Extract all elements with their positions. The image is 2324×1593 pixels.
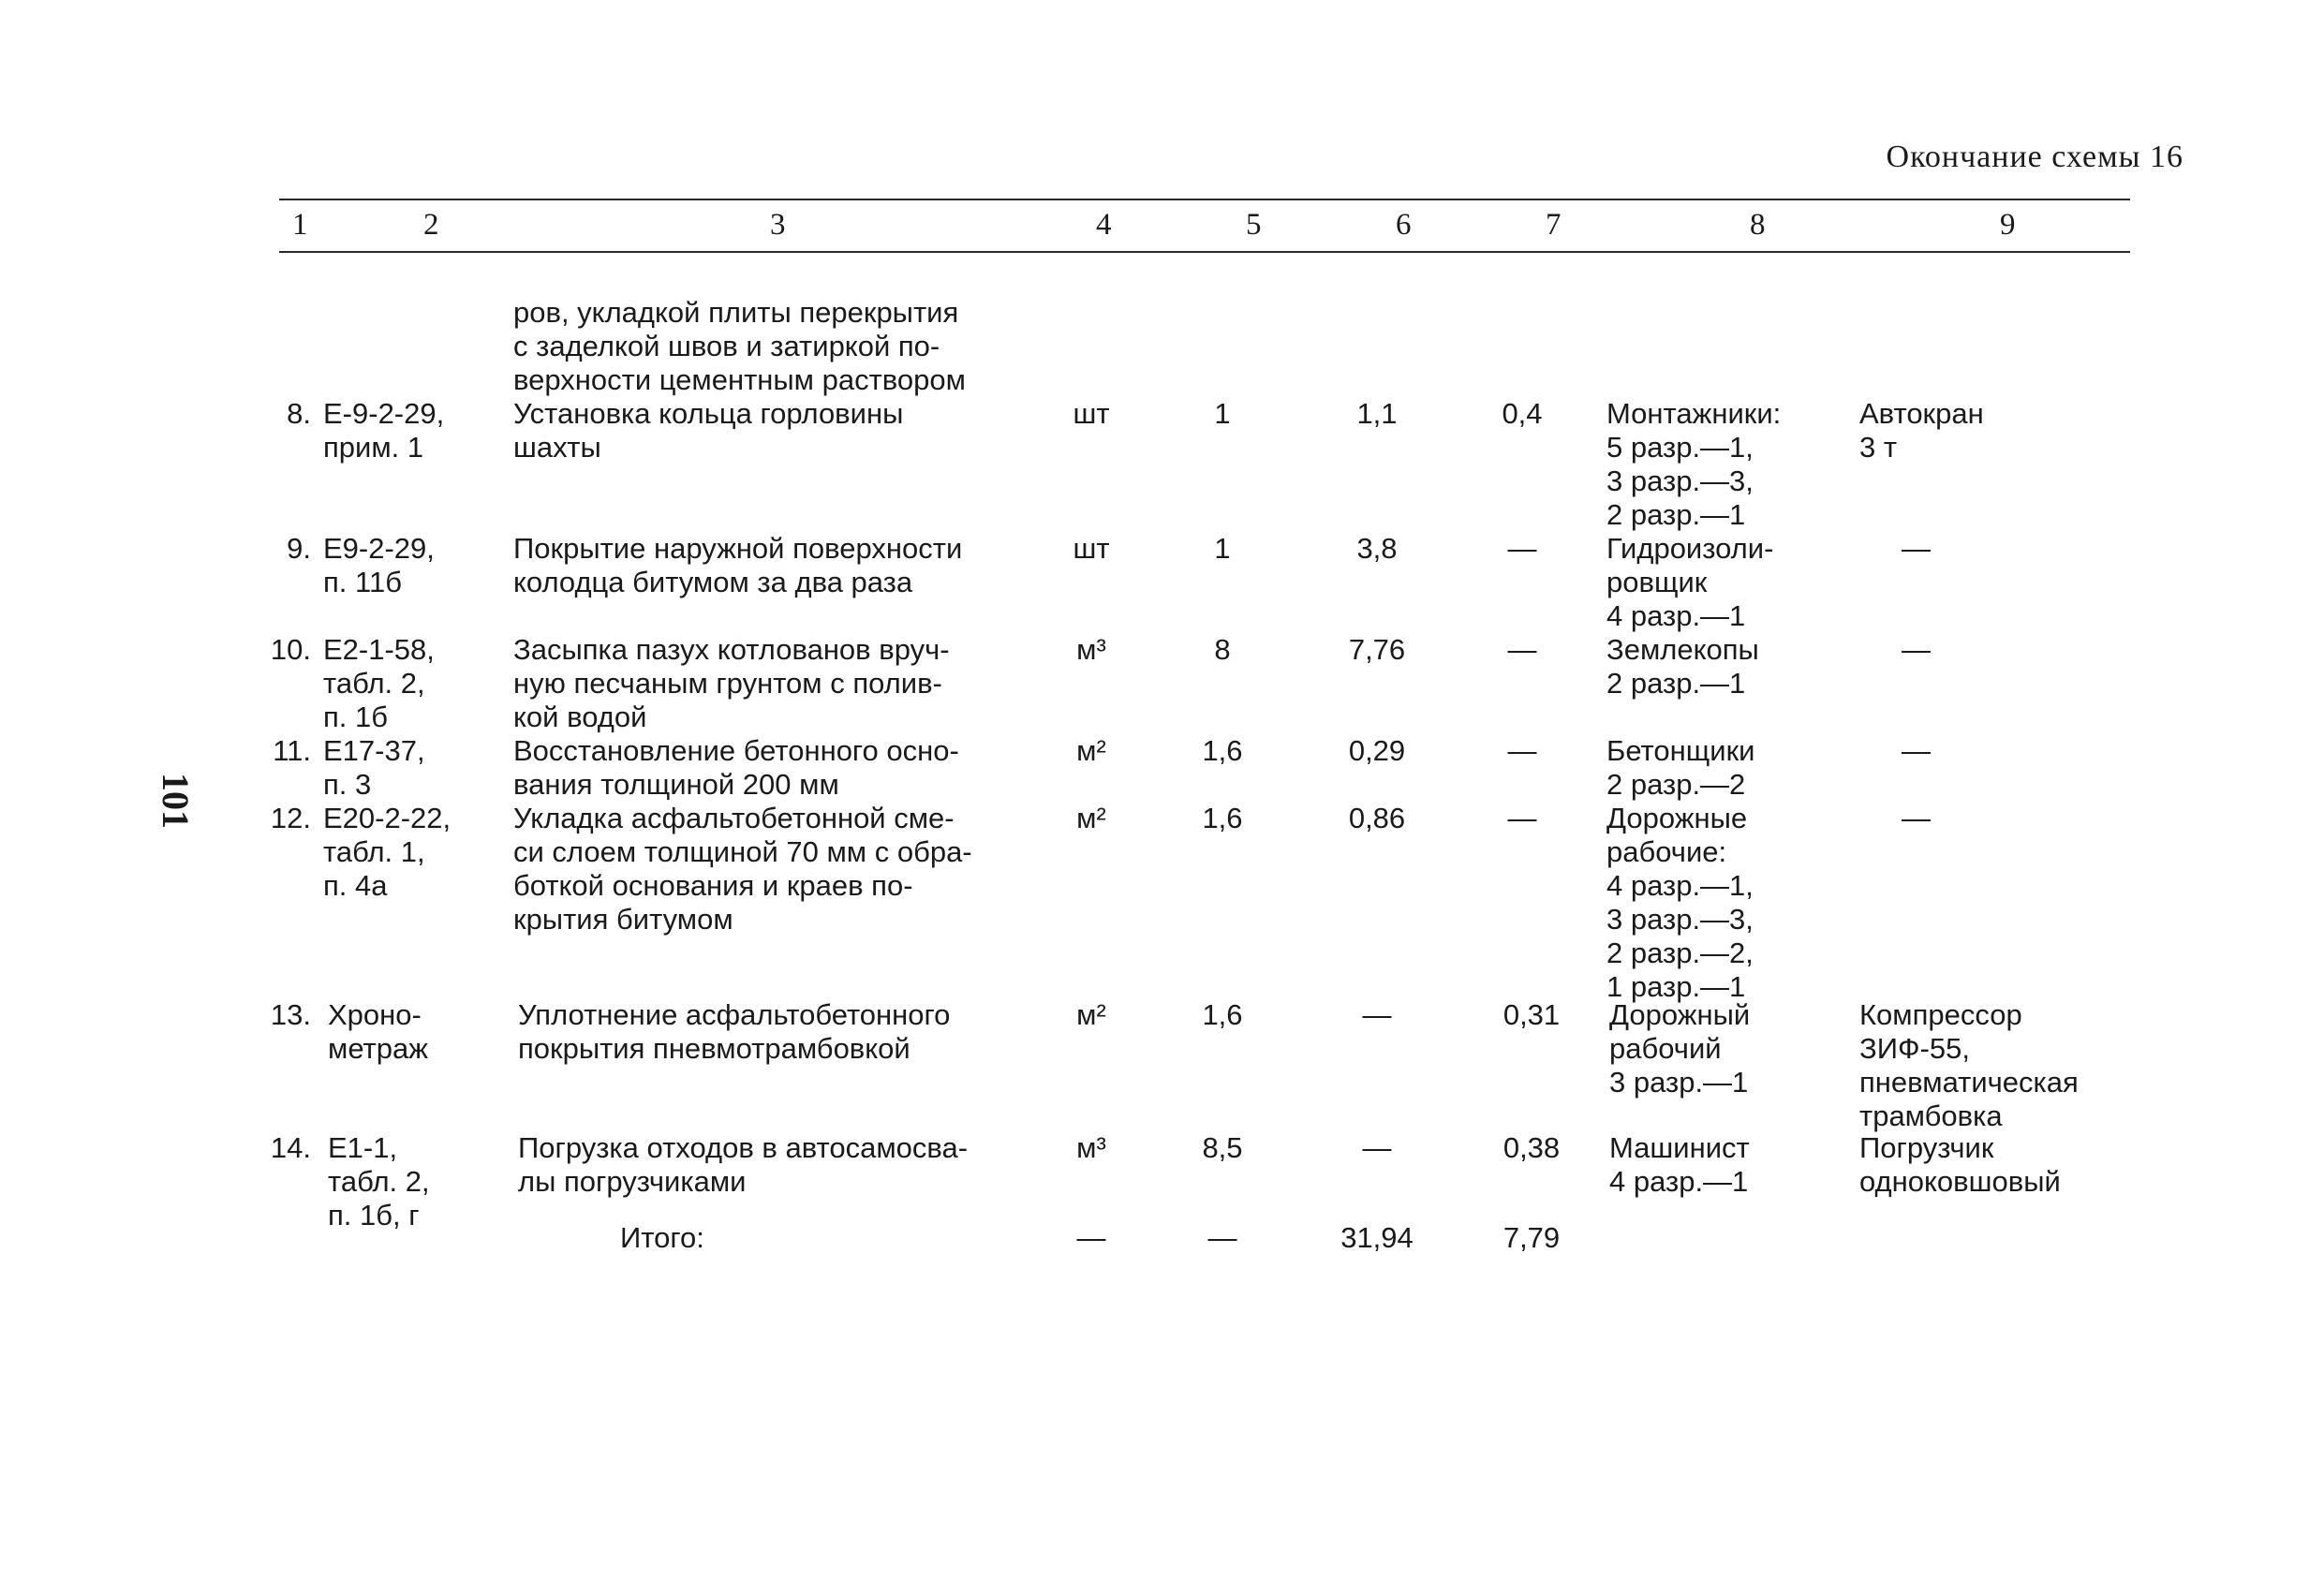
row-machinery: — bbox=[1902, 532, 1931, 565]
total-col6: 31,94 bbox=[1340, 1221, 1414, 1254]
row-code: Е2-1-58, табл. 2, п. 1б bbox=[323, 633, 435, 733]
row-col7: 0,4 bbox=[1502, 397, 1543, 430]
header-bottom-rule bbox=[279, 251, 2130, 253]
row-description: Засыпка пазух котлованов вруч- ную песчаным грунтом с полив- кой водой bbox=[513, 633, 950, 733]
row-unit: м² bbox=[1076, 802, 1106, 834]
row-description: Покрытие наружной поверхности колодца битумом за два раза bbox=[513, 532, 963, 598]
row-workers: Машинист 4 разр.—1 bbox=[1609, 1131, 1750, 1198]
table-top-rule bbox=[279, 199, 2130, 200]
row-code: Е9-2-29, п. 11б bbox=[323, 532, 435, 598]
row-number: 9. bbox=[287, 532, 311, 565]
row-col6: 0,86 bbox=[1348, 802, 1406, 834]
row-unit: шт bbox=[1073, 397, 1110, 430]
row-workers: Землекопы 2 разр.—1 bbox=[1606, 633, 1759, 700]
row-machinery: — bbox=[1902, 633, 1931, 666]
row-col7: 0,31 bbox=[1502, 998, 1561, 1031]
row-quantity: 1 bbox=[1214, 532, 1231, 565]
row-number: 13. bbox=[270, 998, 311, 1031]
total-unit: — bbox=[1076, 1221, 1106, 1254]
col-header-9: 9 bbox=[2000, 208, 2016, 242]
row-workers: Бетонщики 2 разр.—2 bbox=[1606, 734, 1755, 801]
row-col7: — bbox=[1507, 802, 1537, 834]
row-machinery: Автокран 3 т bbox=[1859, 397, 1984, 464]
row-col7: — bbox=[1507, 734, 1537, 767]
row-unit: м² bbox=[1076, 734, 1106, 767]
row-col6: 1,1 bbox=[1356, 397, 1398, 430]
row-description: Укладка асфальтобетонной сме- си слоем толщиной 70 мм с обра- боткой основания и краев по- крытия битумом bbox=[513, 802, 972, 936]
row-unit: м³ bbox=[1076, 633, 1106, 666]
row-quantity: 1,6 bbox=[1202, 734, 1243, 767]
row-number: 10. bbox=[270, 633, 311, 666]
row-unit: м³ bbox=[1076, 1131, 1106, 1164]
row-col7: — bbox=[1507, 633, 1537, 666]
row-code: Е20-2-22, табл. 1, п. 4а bbox=[323, 802, 451, 902]
row-number: 12. bbox=[270, 802, 311, 834]
row-col6: 0,29 bbox=[1348, 734, 1406, 767]
total-col7: 7,79 bbox=[1502, 1221, 1561, 1254]
row-machinery: Компрессор ЗИФ-55, пневматическая трамбовка bbox=[1859, 998, 2079, 1132]
row-code: Е17-37, п. 3 bbox=[323, 734, 425, 801]
col-header-8: 8 bbox=[1750, 208, 1766, 242]
total-label: Итого: bbox=[620, 1221, 704, 1254]
row-workers: Монтажники: 5 разр.—1, 3 разр.—3, 2 разр.—1 bbox=[1606, 397, 1782, 531]
row-col7: — bbox=[1507, 532, 1537, 565]
row-description: Восстановление бетонного осно- вания толщиной 200 мм bbox=[513, 734, 959, 801]
row-number: 8. bbox=[287, 397, 311, 430]
col-header-3: 3 bbox=[770, 208, 786, 242]
row-col6: 3,8 bbox=[1356, 532, 1398, 565]
row-description: Установка кольца горловины шахты bbox=[513, 397, 904, 464]
scheme-heading: Окончание схемы 16 bbox=[1886, 140, 2183, 174]
row-workers: Дорожные рабочие: 4 разр.—1, 3 разр.—3, 2 разр.—2, 1 разр.—1 bbox=[1606, 802, 1754, 1003]
row-quantity: 1,6 bbox=[1202, 802, 1243, 834]
row-machinery: — bbox=[1902, 802, 1931, 834]
col-header-2: 2 bbox=[423, 208, 439, 242]
row-col6: — bbox=[1362, 998, 1392, 1031]
row-machinery: Погрузчик одноковшовый bbox=[1859, 1131, 2061, 1198]
row-workers: Дорожный рабочий 3 разр.—1 bbox=[1609, 998, 1751, 1099]
row-code: Е1-1, табл. 2, п. 1б, г bbox=[328, 1131, 430, 1232]
row-col6: — bbox=[1362, 1131, 1392, 1164]
row-unit: шт bbox=[1073, 532, 1110, 565]
col-header-7: 7 bbox=[1546, 208, 1562, 242]
page-number: 101 bbox=[155, 773, 197, 829]
row-workers: Гидроизоли- ровщик 4 разр.—1 bbox=[1606, 532, 1774, 632]
col-header-1: 1 bbox=[292, 208, 308, 242]
row-col7: 0,38 bbox=[1502, 1131, 1561, 1164]
total-quantity: — bbox=[1207, 1221, 1237, 1254]
row-unit: м² bbox=[1076, 998, 1106, 1031]
row-code: Хроно- метраж bbox=[328, 998, 428, 1065]
row-number: 14. bbox=[270, 1131, 311, 1164]
col-header-4: 4 bbox=[1096, 208, 1112, 242]
row-quantity: 8 bbox=[1214, 633, 1231, 666]
row-col6: 7,76 bbox=[1348, 633, 1406, 666]
row-description: Погрузка отходов в автосамосва- лы погрузчиками bbox=[518, 1131, 969, 1198]
row-quantity: 1 bbox=[1214, 397, 1231, 430]
row-quantity: 1,6 bbox=[1202, 998, 1243, 1031]
row-code: Е-9-2-29, прим. 1 bbox=[323, 397, 445, 464]
row-machinery: — bbox=[1902, 734, 1931, 767]
row-description: Уплотнение асфальтобетонного покрытия пневмотрамбовкой bbox=[518, 998, 951, 1065]
row-quantity: 8,5 bbox=[1202, 1131, 1243, 1164]
continued-description: ров, укладкой плиты перекрытия с заделкой швов и затиркой по- верхности цементным раствором bbox=[513, 296, 966, 396]
col-header-5: 5 bbox=[1246, 208, 1262, 242]
col-header-6: 6 bbox=[1396, 208, 1412, 242]
row-number: 11. bbox=[273, 734, 311, 767]
